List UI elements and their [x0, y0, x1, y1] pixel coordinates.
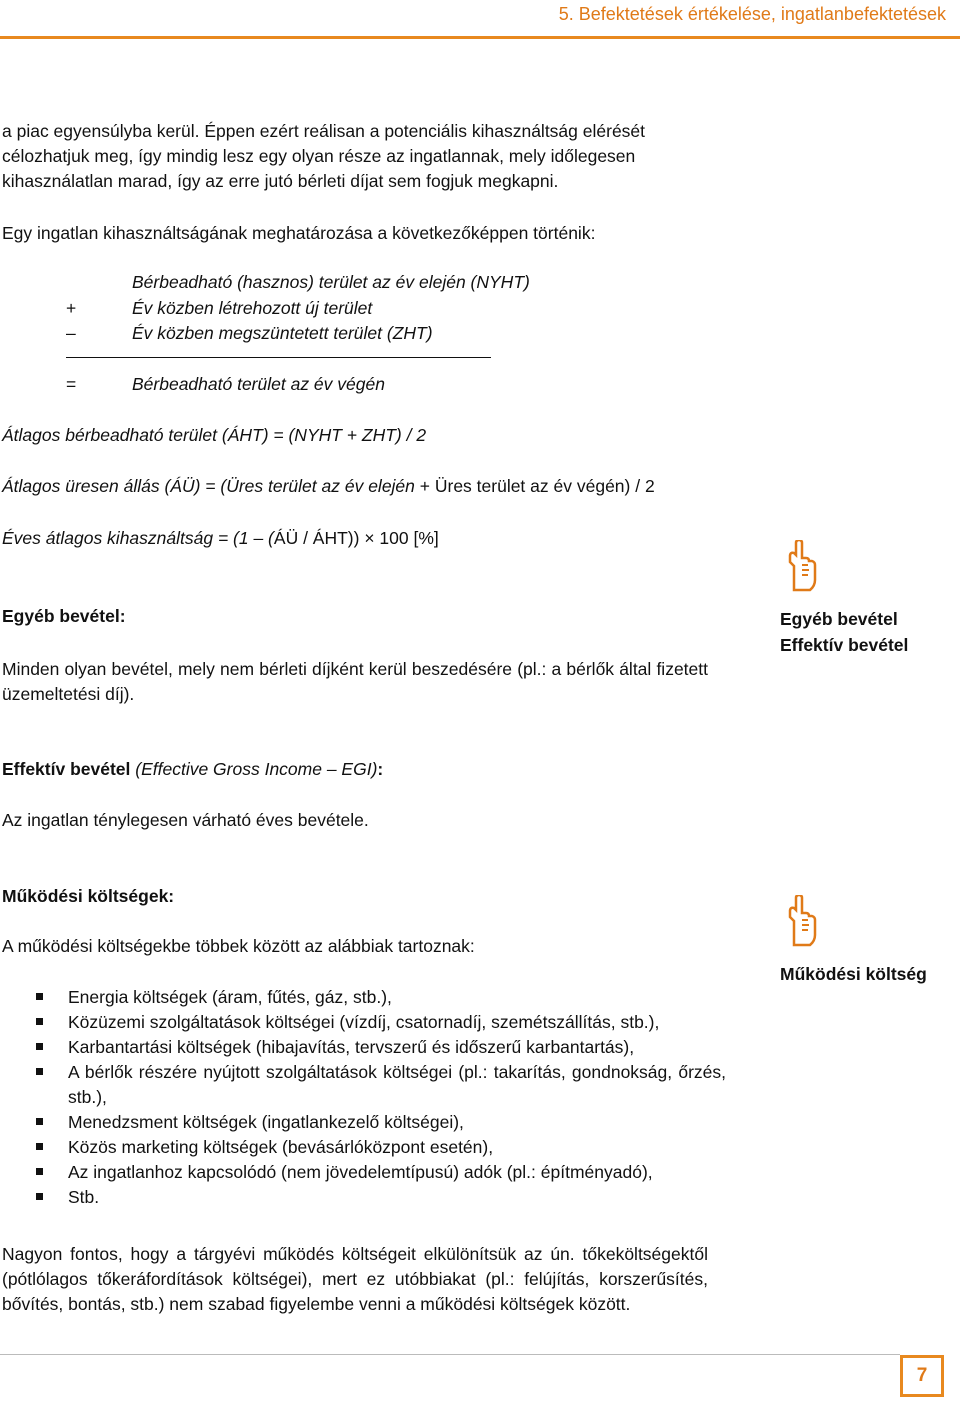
operating-costs-heading: Működési költségek:	[2, 886, 175, 906]
pointing-hand-icon	[784, 895, 818, 952]
list-item	[36, 1135, 726, 1160]
list-item-text: Karbantartási költségek (hibajavítás, tervszerű és időszerű karbantartás),	[68, 1037, 635, 1057]
bullet-square-icon	[36, 1118, 43, 1125]
list-item-text: Energia költségek (áram, fűtés, gáz, stb.),	[68, 987, 392, 1007]
formula-text: Év közben megszüntetett terület (ZHT)	[132, 323, 433, 343]
list-item	[36, 1060, 726, 1110]
intro-line: célozhatjuk meg, így mindig lesz egy olyan része az ingatlannak, mely időlegesen	[2, 146, 636, 166]
formula-part: Átlagos üresen állás (ÁÜ) = (Üres terület az év elején	[2, 476, 415, 496]
list-item-text: Közös marketing költségek (bevásárlóközpont esetén),	[68, 1137, 494, 1157]
bullet-square-icon	[36, 1043, 43, 1050]
list-item	[36, 1160, 726, 1185]
average-area-formula: Átlagos bérbeadható terület (ÁHT) = (NYHT + ZHT) / 2	[2, 425, 427, 445]
other-income-heading: Egyéb bevétel:	[2, 606, 126, 626]
occupancy-lead: Egy ingatlan kihasználtságának meghatározása a következőképpen történik:	[2, 223, 596, 243]
bullet-square-icon	[36, 993, 43, 1000]
margin-note-line: Effektív bevétel	[780, 635, 909, 655]
formula-part: 100 [%]	[374, 528, 439, 548]
list-item	[36, 1035, 726, 1060]
operating-costs-list	[36, 985, 726, 1210]
formula-text: Bérbeadható terület az év végén	[132, 374, 385, 394]
list-item	[36, 985, 726, 1010]
average-vacancy-formula	[2, 476, 655, 497]
heading-italic: (Effective Gross Income – EGI)	[130, 759, 378, 779]
bullet-square-icon	[36, 1193, 43, 1200]
pointing-hand-icon	[784, 540, 818, 597]
operating-costs-lead: A működési költségekbe többek között az alábbiak tartoznak:	[2, 936, 475, 956]
margin-note-line: Egyéb bevétel	[780, 609, 898, 629]
annual-occupancy-formula	[2, 528, 439, 549]
effective-income-heading	[2, 759, 383, 780]
list-item-text: Az ingatlanhoz kapcsolódó (nem jövedelemtípusú) adók (pl.: építményadó),	[68, 1162, 653, 1182]
formula-sum-line	[66, 357, 491, 358]
formula-part: + Üres terület az év végén) / 2	[414, 476, 655, 496]
formula-symbol: +	[66, 298, 77, 318]
list-item-text: A bérlők részére nyújtott szolgáltatások költségei (pl.: takarítás, gondnokság, őrzés, stb.),	[68, 1062, 726, 1107]
bullet-square-icon	[36, 1143, 43, 1150]
operating-costs-closing: Nagyon fontos, hogy a tárgyévi működés költségeit elkülönítsük az ún. tőkeköltségektől (pótlólagos tőkeráfordítások költségei), mert ez utóbbiakat (pl.: felújítás, korszerűsítés, bővítés, bontás, stb.) nem szabad figyelembe venni a működési költségek között.	[2, 1244, 708, 1314]
formula-text: Év közben létrehozott új terület	[132, 298, 373, 318]
formula-symbol: =	[66, 374, 77, 394]
heading-colon: :	[377, 759, 384, 779]
bullet-square-icon	[36, 1018, 43, 1025]
list-item-text: Menedzsment költségek (ingatlankezelő költségei),	[68, 1112, 464, 1132]
header-rule	[0, 36, 960, 39]
heading-bold: Effektív bevétel	[2, 759, 131, 779]
running-header: 5. Befektetések értékelése, ingatlanbefektetések	[558, 4, 946, 24]
intro-line: kihasználatlan marad, így az erre jutó bérleti díjat sem fogjuk megkapni.	[2, 171, 559, 191]
list-item	[36, 1010, 726, 1035]
formula-part: Éves átlagos kihasználtság = (1 – (	[2, 528, 274, 548]
other-income-body: Minden olyan bevétel, mely nem bérleti díjként kerül beszedésére (pl.: a bérlők által fizetett üzemeltetési díj).	[2, 659, 708, 704]
effective-income-body: Az ingatlan ténylegesen várható éves bevétele.	[2, 810, 369, 830]
formula-part: ÁÜ / ÁHT))	[273, 528, 365, 548]
bullet-square-icon	[36, 1168, 43, 1175]
intro-paragraph	[2, 119, 712, 194]
list-item-text: Közüzemi szolgáltatások költségei (vízdíj, csatornadíj, szemétszállítás, stb.),	[68, 1012, 660, 1032]
page-number: 7	[900, 1355, 944, 1397]
margin-note: Működési költség	[780, 964, 927, 984]
footer-rule	[0, 1354, 900, 1355]
formula-symbol: –	[66, 323, 76, 343]
times-sign: ×	[364, 528, 375, 548]
list-item	[36, 1185, 726, 1210]
list-item-text: Stb.	[68, 1187, 100, 1207]
bullet-square-icon	[36, 1068, 43, 1075]
intro-line: a piac egyensúlyba kerül. Éppen ezért reálisan a potenciális kihasználtság elérését	[2, 121, 646, 141]
list-item	[36, 1110, 726, 1135]
margin-note	[780, 606, 908, 658]
formula-text: Bérbeadható (hasznos) terület az év elején (NYHT)	[132, 272, 530, 292]
